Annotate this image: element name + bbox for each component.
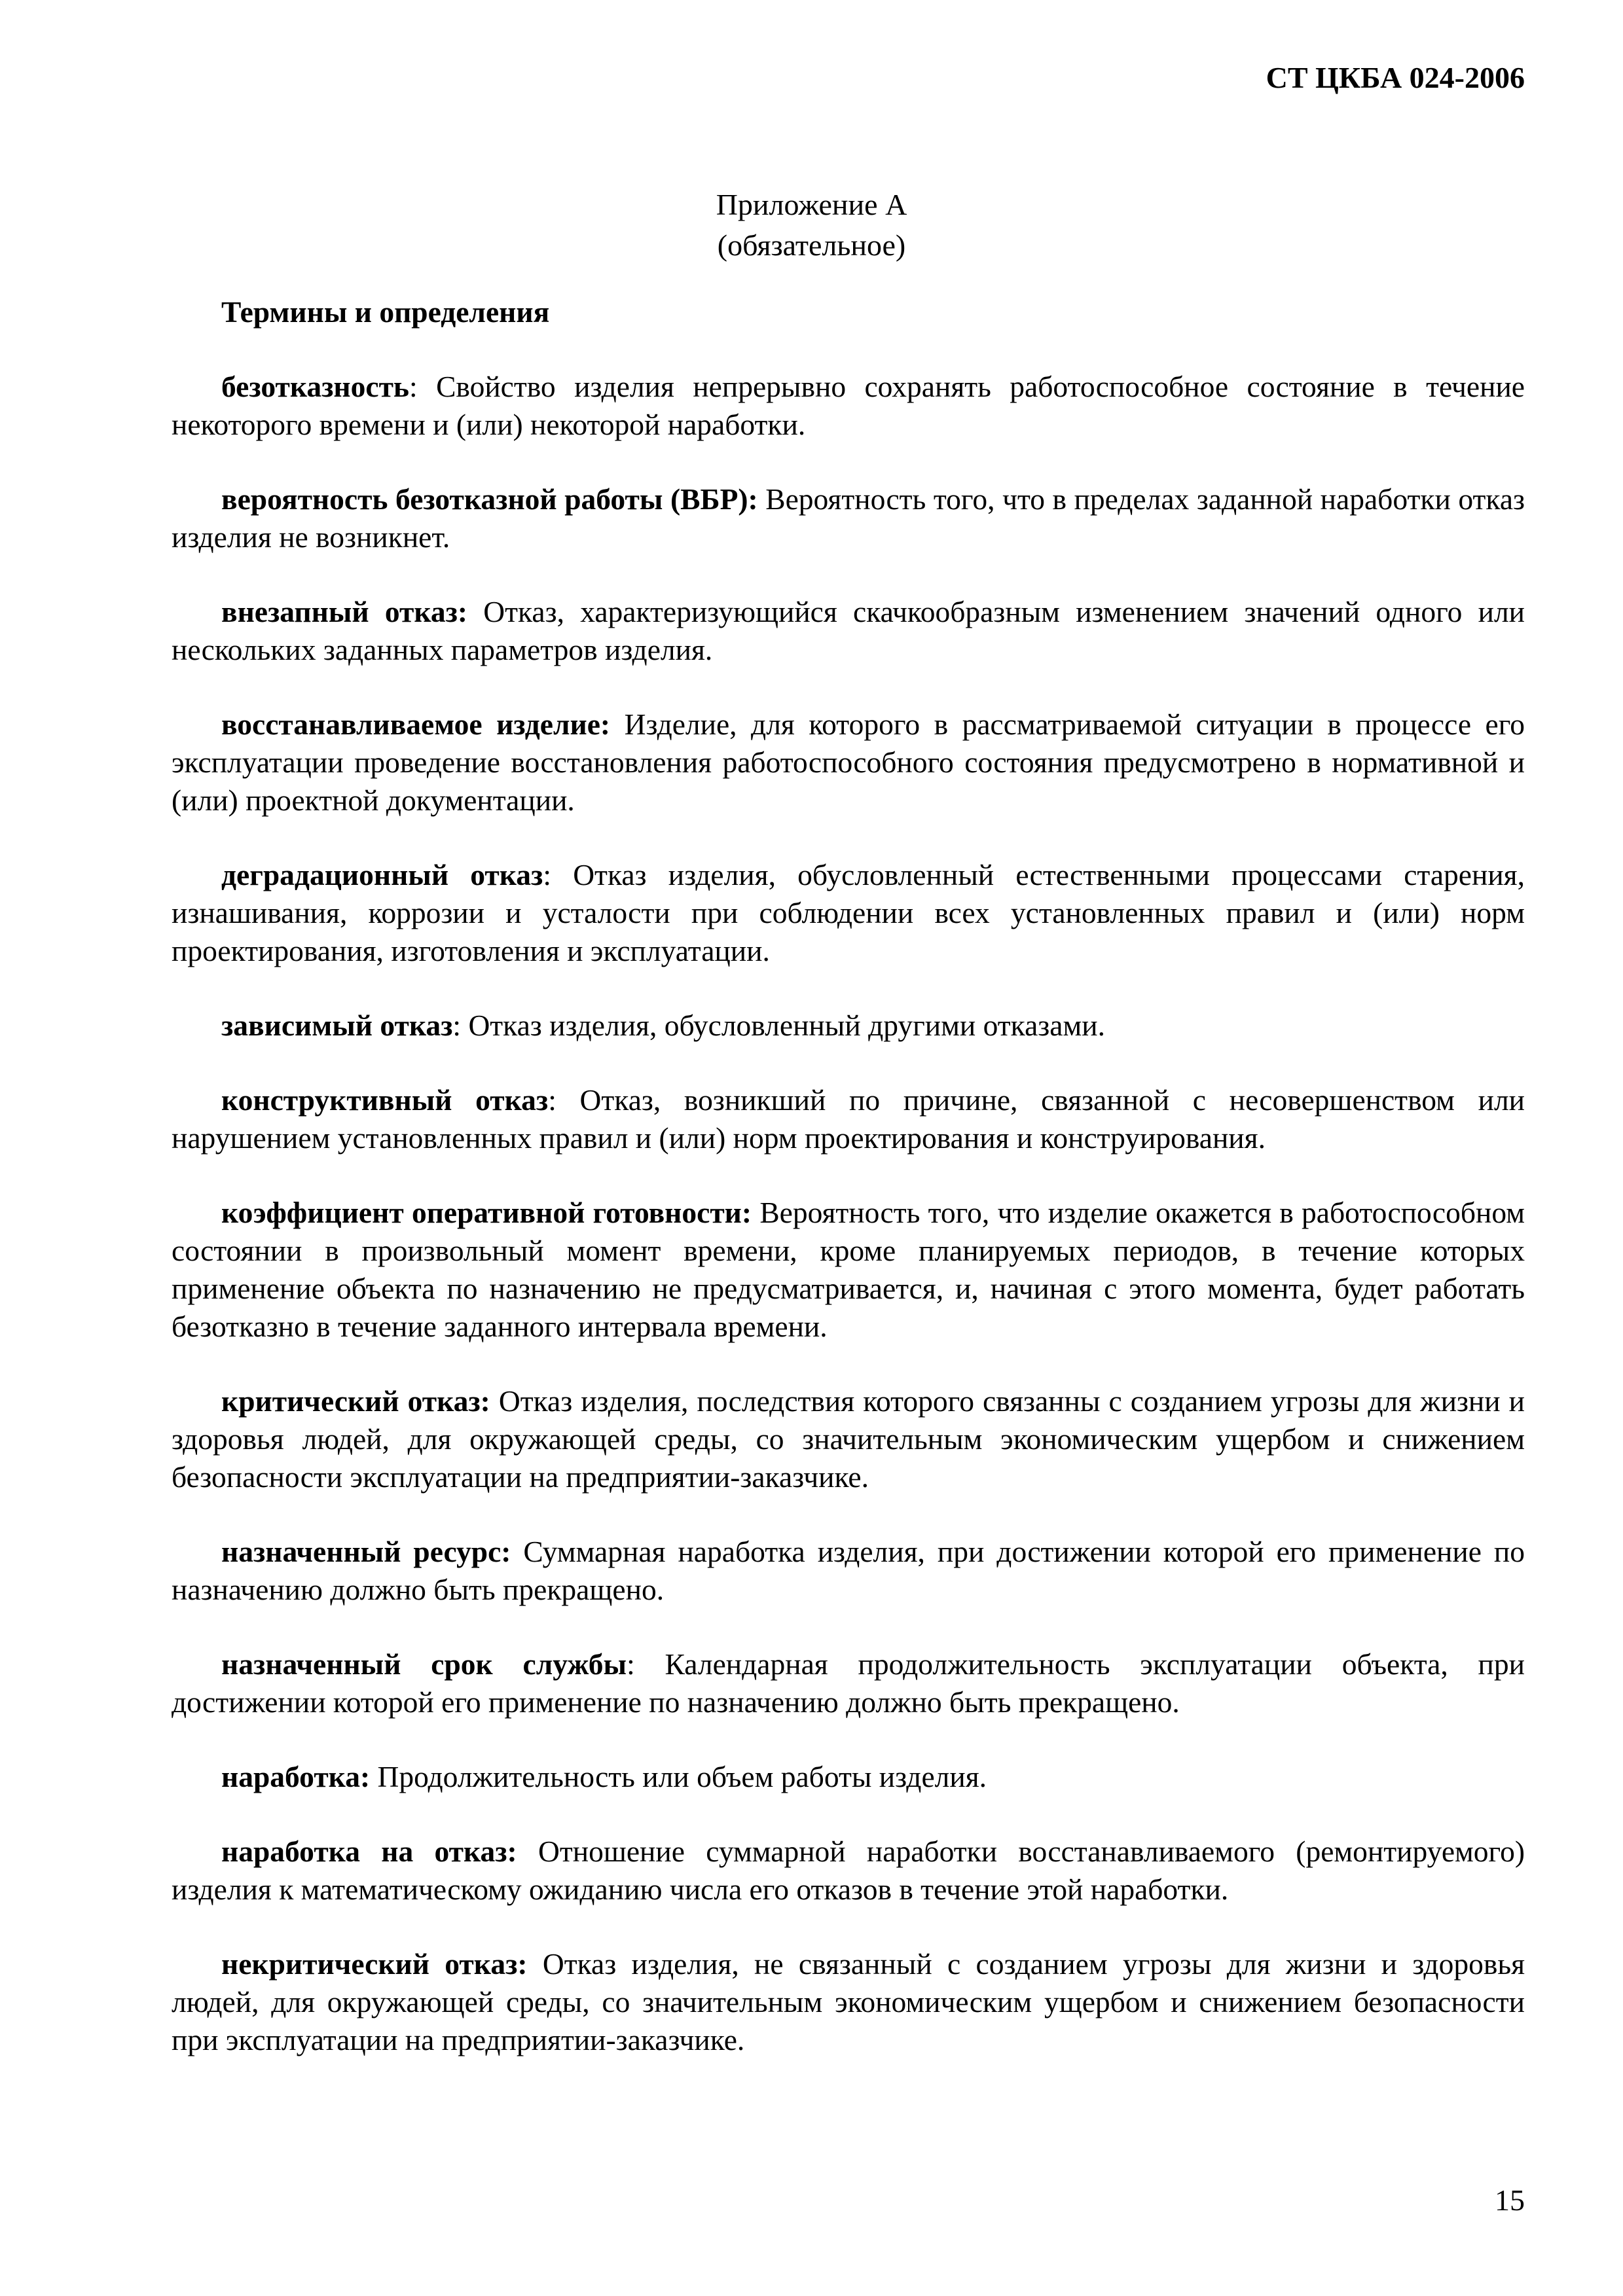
- term-name: внезапный отказ:: [221, 595, 468, 628]
- term-name: наработка на отказ:: [221, 1835, 517, 1868]
- term-entry: [172, 1945, 1525, 2059]
- term-definition: Изделие, для которого в рассматриваемой ситуации в процессе его эксплуатации проведение восстановления работоспособного состояния предусмотрено в нормативной и (или) проектной документации.: [172, 708, 1525, 817]
- term-entry: [172, 368, 1525, 444]
- appendix-heading: [0, 185, 1623, 266]
- term-definition: Вероятность того, что изделие окажется в работоспособном состоянии в произвольный момент времени, кроме планируемых периодов, в течение которых применение объекта по назначению не предусматривается, и, начиная с этого момента, будет работать безотказно в течение заданного интервала времени.: [172, 1196, 1525, 1343]
- term-name: коэффициент оперативной готовности:: [221, 1196, 752, 1229]
- term-entry: [172, 1645, 1525, 1721]
- term-name: восстанавливаемое изделие:: [221, 708, 611, 741]
- term-entry: [172, 1533, 1525, 1609]
- term-name: вероятность безотказной работы (ВБР):: [221, 482, 758, 516]
- term-separator: :: [548, 1083, 556, 1117]
- term-separator: :: [627, 1647, 635, 1681]
- term-separator: :: [543, 858, 551, 891]
- term-entry: [172, 593, 1525, 669]
- term-definition: Отказ изделия, последствия которого связанны с созданием угрозы для жизни и здоровья людей, для окружающей среды, со значительным экономическим ущербом и снижением безопасности эксплуатации на предприятии-заказчике.: [172, 1384, 1525, 1494]
- term-entry: [172, 1758, 1525, 1796]
- term-name: конструктивный отказ: [221, 1083, 549, 1117]
- term-definition: Свойство изделия непрерывно сохранять работоспособное состояние в течение некоторого времени и (или) некоторой наработки.: [172, 370, 1525, 441]
- term-separator: :: [409, 370, 418, 403]
- page-number: 15: [1495, 2183, 1525, 2217]
- term-entry: [172, 1007, 1525, 1045]
- term-separator: :: [452, 1009, 462, 1042]
- term-name: критический отказ:: [221, 1384, 490, 1418]
- term-name: назначенный ресурс:: [221, 1535, 511, 1568]
- section-title: Термины и определения: [221, 295, 550, 329]
- document-body: [172, 293, 1525, 2096]
- term-entry: [172, 1081, 1525, 1157]
- term-definition: Отказ, возникший по причине, связанной с несовершенством или нарушением установленных правил и (или) норм проектирования и конструирования.: [172, 1083, 1525, 1155]
- term-entry: [172, 1194, 1525, 1346]
- term-name: назначенный срок службы: [221, 1647, 627, 1681]
- term-name: безотказность: [221, 370, 409, 403]
- term-entry: [172, 856, 1525, 970]
- term-name: зависимый отказ: [221, 1009, 453, 1042]
- term-definition: Суммарная наработка изделия, при достижении которой его применение по назначению должно быть прекращено.: [172, 1535, 1525, 1606]
- term-entry: [172, 480, 1525, 556]
- term-entry: [172, 1833, 1525, 1909]
- appendix-subtitle: (обязательное): [717, 228, 906, 262]
- term-entry: [172, 1382, 1525, 1496]
- term-entry: [172, 706, 1525, 819]
- term-name: деградационный отказ: [221, 858, 543, 891]
- term-definition: Продолжительность или объем работы изделия.: [370, 1760, 987, 1793]
- appendix-title: Приложение А: [716, 188, 907, 221]
- term-name: некритический отказ:: [221, 1947, 528, 1981]
- term-name: наработка:: [221, 1760, 371, 1793]
- term-definition: Отказ изделия, не связанный с созданием угрозы для жизни и здоровья людей, для окружающей среды, со значительным экономическим ущербом и снижением безопасности при эксплуатации на предприятии-заказчике.: [172, 1947, 1525, 2056]
- term-definition: Отказ изделия, обусловленный другими отказами.: [461, 1009, 1105, 1042]
- term-definition: Отказ изделия, обусловленный естественными процессами старения, изнашивания, коррозии и усталости при соблюдении всех установленных правил и (или) норм проектирования, изготовления и эксплуатации.: [172, 858, 1525, 967]
- term-definition: Отказ, характеризующийся скачкообразным изменением значений одного или нескольких заданных параметров изделия.: [172, 595, 1525, 666]
- term-definition: Отношение суммарной наработки восстанавливаемого (ремонтируемого) изделия к математическому ожиданию числа его отказов в течение этой наработки.: [172, 1835, 1525, 1906]
- term-definition: Вероятность того, что в пределах заданной наработки отказ изделия не возникнет.: [172, 482, 1525, 554]
- term-definition: Календарная продолжительность эксплуатации объекта, при достижении которой его применение по назначению должно быть прекращено.: [172, 1647, 1525, 1719]
- document-code: СТ ЦКБА 024-2006: [1266, 61, 1525, 94]
